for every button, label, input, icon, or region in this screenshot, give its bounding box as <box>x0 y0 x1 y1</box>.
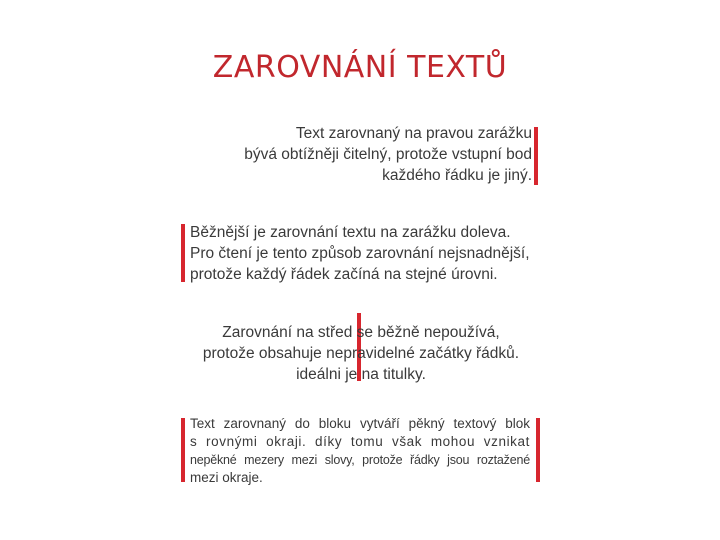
center-aligned-text-block <box>180 322 542 385</box>
justify-right-bar <box>536 418 540 482</box>
text-line: Běžnější je zarovnání textu na zarážku doleva. <box>190 224 511 241</box>
text-line: mezi okraje. <box>190 470 263 485</box>
right-alignment-bar <box>534 127 538 185</box>
text-line: bývá obtížněji čitelný, protože vstupní bod <box>244 146 532 163</box>
text-line: s rovnými okraji. díky tomu však mohou vznikat <box>190 434 530 449</box>
text-line: Text zarovnaný na pravou zarážku <box>295 125 532 142</box>
slide-title: ZAROVNÁNÍ TEXTŮ <box>212 50 508 85</box>
text-line: Pro čtení je tento způsob zarovnání nejsnadnější, <box>190 245 530 262</box>
text-line: každého řádku je jiný. <box>382 167 532 184</box>
text-line: nepěkné mezery mezi slovy, protože řádky jsou roztažené <box>190 453 530 467</box>
right-aligned-text-block <box>180 123 532 186</box>
justify-left-bar <box>181 418 185 482</box>
left-alignment-bar <box>181 224 185 282</box>
text-line: protože každý řádek začíná na stejné úrovni. <box>190 266 498 283</box>
text-line: Text zarovnaný do bloku vytváří pěkný textový blok <box>190 416 530 431</box>
text-line: protože obsahuje nepravidelné začátky řádků. <box>202 345 520 362</box>
text-line: Zarovnání na střed se běžně nepoužívá, <box>222 324 500 341</box>
justified-text-block <box>190 415 530 487</box>
left-aligned-text-block <box>190 222 540 285</box>
text-line: ideálni je na titulky. <box>296 366 426 383</box>
